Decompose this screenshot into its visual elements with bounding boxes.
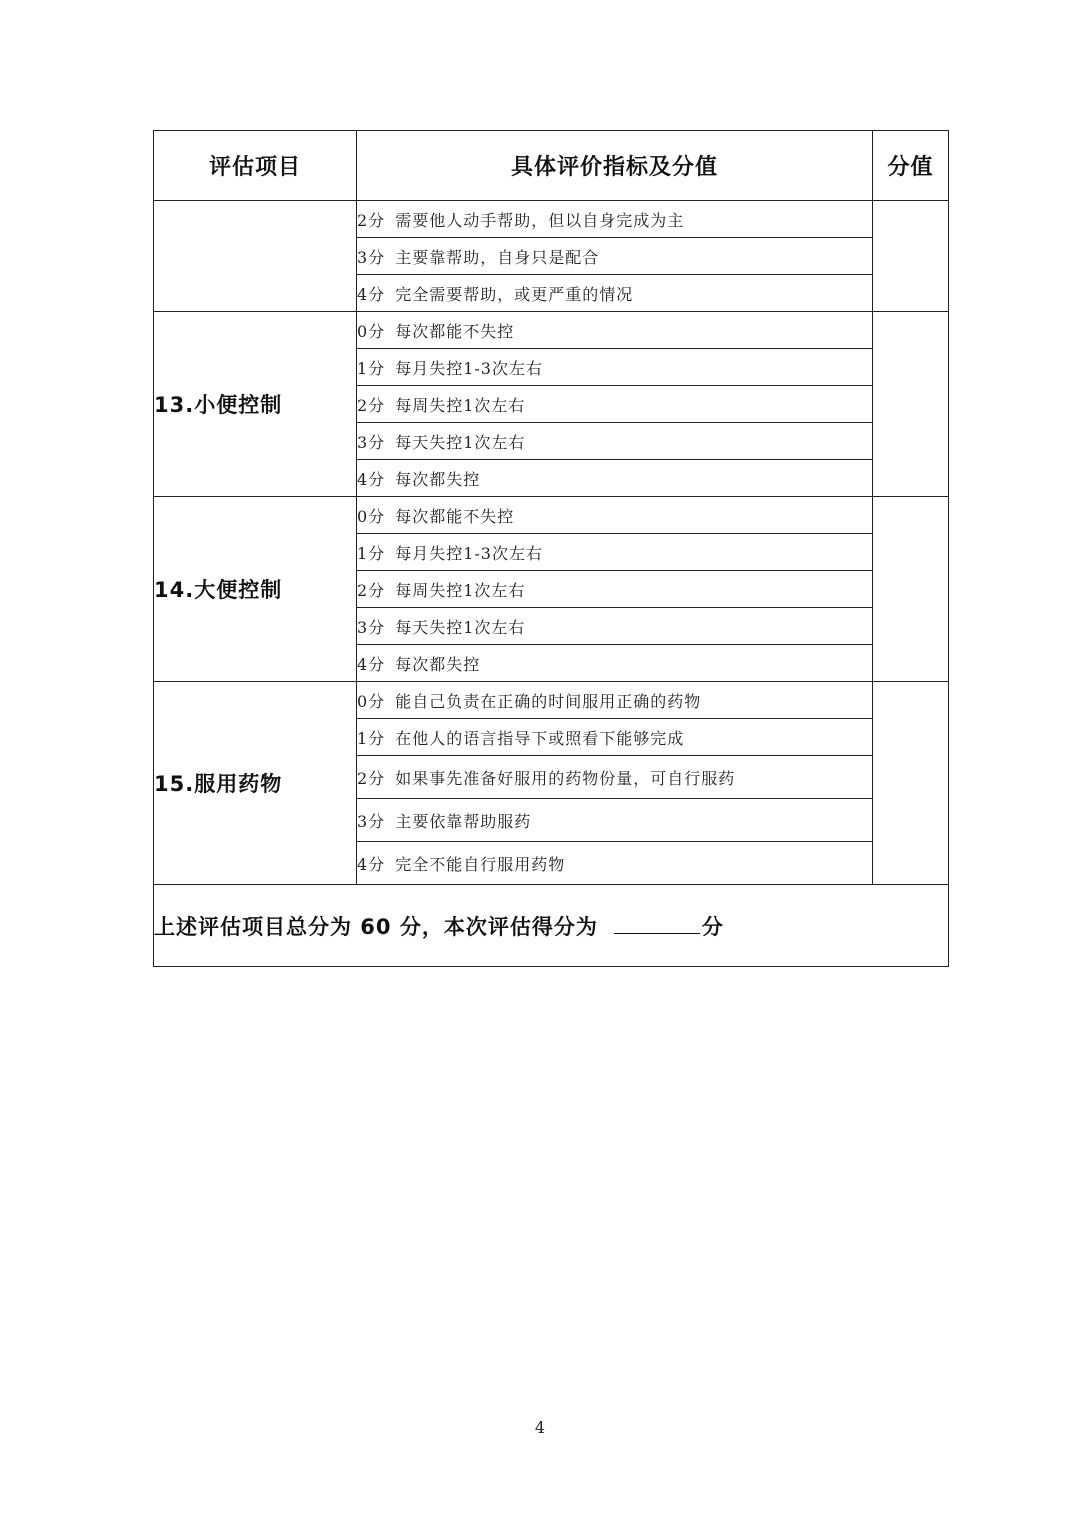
criterion-cell (357, 756, 873, 799)
criterion-points: 0分 (357, 691, 386, 711)
score-input-cell[interactable] (873, 497, 949, 682)
summary-unit: 分 (701, 914, 724, 939)
criterion-cell (357, 608, 873, 645)
criterion-cell (357, 645, 873, 682)
criterion-points: 4分 (357, 854, 386, 874)
criterion-cell (357, 719, 873, 756)
criterion-points: 2分 (357, 395, 386, 415)
header-row (154, 131, 949, 201)
criterion-text: 每天失控1次左右 (395, 617, 526, 637)
criterion-points: 4分 (357, 654, 386, 674)
criterion-points: 0分 (357, 321, 386, 341)
criterion-points: 1分 (357, 543, 386, 563)
criterion-text: 每周失控1次左右 (395, 580, 526, 600)
criterion-cell (357, 842, 873, 885)
criterion-points: 4分 (357, 469, 386, 489)
criterion-points: 1分 (357, 728, 386, 748)
criterion-text: 如果事先准备好服用的药物份量，可自行服药 (395, 768, 736, 788)
criterion-cell (357, 349, 873, 386)
criterion-cell (357, 799, 873, 842)
criterion-cell (357, 497, 873, 534)
summary-text: 上述评估项目总分为 60 分，本次评估得分为 (154, 914, 598, 939)
criterion-text: 每天失控1次左右 (395, 432, 526, 452)
criterion-points: 3分 (357, 811, 386, 831)
item-bowel-control: 14.大便控制 (154, 497, 357, 682)
assessment-table (153, 130, 949, 967)
header-score: 分值 (873, 131, 949, 201)
criterion-text: 在他人的语言指导下或照看下能够完成 (395, 728, 685, 748)
page-number: 4 (534, 1418, 546, 1437)
criterion-points: 3分 (357, 247, 386, 267)
criterion-text: 主要依靠帮助服药 (395, 811, 532, 831)
criterion-points: 4分 (357, 284, 386, 304)
score-input-cell[interactable] (873, 201, 949, 312)
criterion-cell (357, 275, 873, 312)
criterion-points: 3分 (357, 432, 386, 452)
criterion-cell (357, 312, 873, 349)
criterion-cell (357, 571, 873, 608)
criterion-points: 2分 (357, 768, 386, 788)
criterion-text: 每月失控1-3次左右 (395, 358, 543, 378)
criterion-text: 主要靠帮助，自身只是配合 (395, 247, 600, 267)
criterion-points: 2分 (357, 210, 386, 230)
criterion-text: 每月失控1-3次左右 (395, 543, 543, 563)
criterion-text: 每次都能不失控 (395, 321, 515, 341)
criterion-points: 2分 (357, 580, 386, 600)
criterion-text: 完全不能自行服用药物 (395, 854, 566, 874)
criterion-cell (357, 201, 873, 238)
criterion-text: 完全需要帮助，或更严重的情况 (395, 284, 634, 304)
table-row (154, 682, 949, 719)
criterion-cell (357, 682, 873, 719)
continued-item-cell (154, 201, 357, 312)
criterion-points: 3分 (357, 617, 386, 637)
header-criteria: 具体评价指标及分值 (357, 131, 873, 201)
criterion-text: 能自己负责在正确的时间服用正确的药物 (395, 691, 702, 711)
table-row (154, 312, 949, 349)
criterion-cell (357, 386, 873, 423)
criterion-points: 1分 (357, 358, 386, 378)
score-input-cell[interactable] (873, 312, 949, 497)
table-row (154, 201, 949, 238)
item-urination-control: 13.小便控制 (154, 312, 357, 497)
total-score-blank[interactable] (614, 913, 700, 934)
summary-row (154, 885, 949, 967)
criterion-cell (357, 534, 873, 571)
summary-cell (154, 885, 949, 967)
criterion-text: 每周失控1次左右 (395, 395, 526, 415)
criterion-text: 每次都能不失控 (395, 506, 515, 526)
table-row (154, 497, 949, 534)
header-item: 评估项目 (154, 131, 357, 201)
criterion-cell (357, 460, 873, 497)
criterion-points: 0分 (357, 506, 386, 526)
item-medication: 15.服用药物 (154, 682, 357, 885)
criterion-text: 每次都失控 (395, 469, 481, 489)
score-input-cell[interactable] (873, 682, 949, 885)
criterion-text: 需要他人动手帮助，但以自身完成为主 (395, 210, 685, 230)
criterion-text: 每次都失控 (395, 654, 481, 674)
criterion-cell (357, 238, 873, 275)
criterion-cell (357, 423, 873, 460)
